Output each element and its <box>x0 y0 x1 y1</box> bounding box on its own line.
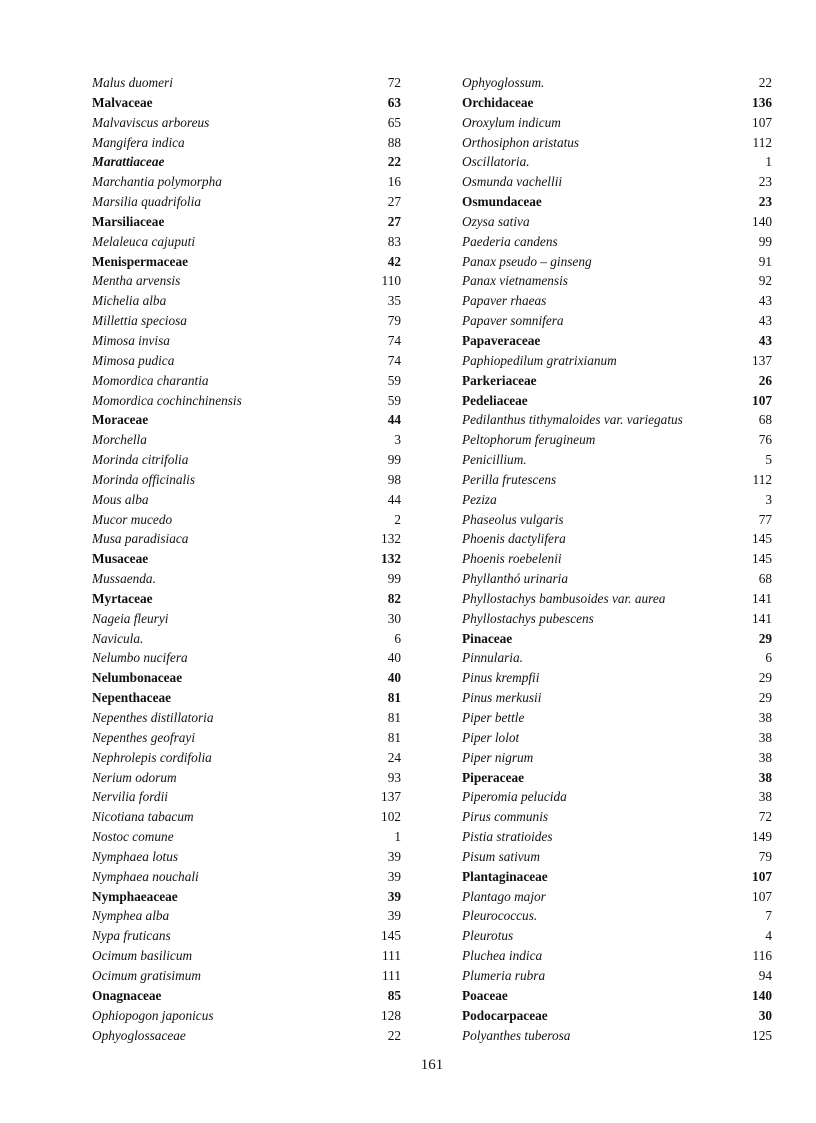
index-entry-species <box>462 748 772 768</box>
entry-page-number: 6 <box>394 630 401 646</box>
entry-name: Mimosa invisa <box>92 332 170 348</box>
index-column-right <box>462 73 772 1045</box>
entry-name: Nerium odorum <box>92 769 177 785</box>
index-entry-species <box>462 410 772 430</box>
entry-page-number: 116 <box>752 948 772 964</box>
entry-page-number: 30 <box>758 1007 772 1023</box>
entry-name: Orchidaceae <box>462 94 534 110</box>
entry-name: Malvaceae <box>92 94 153 110</box>
entry-name: Pinnularia. <box>462 650 523 666</box>
entry-name: Piper nigrum <box>462 749 534 765</box>
entry-page-number: 137 <box>381 789 401 805</box>
index-entry-species <box>92 450 401 470</box>
entry-page-number: 23 <box>758 174 772 190</box>
entry-page-number: 29 <box>758 630 772 646</box>
entry-name: Mous alba <box>92 491 149 507</box>
entry-page-number: 141 <box>752 610 772 626</box>
entry-name: Nymphaea lotus <box>92 848 179 864</box>
entry-name: Osmundaceae <box>462 194 542 210</box>
entry-page-number: 26 <box>758 372 772 388</box>
entry-page-number: 42 <box>387 253 401 269</box>
entry-name: Orthosiphon aristatus <box>462 134 580 150</box>
entry-name: Musa paradisiaca <box>92 531 189 547</box>
entry-page-number: 79 <box>387 313 401 329</box>
index-entry-species <box>462 906 772 926</box>
entry-page-number: 6 <box>765 650 772 666</box>
entry-page-number: 93 <box>387 769 401 785</box>
index-entry-family <box>462 1006 772 1026</box>
entry-page-number: 79 <box>758 848 772 864</box>
index-entry-species <box>462 430 772 450</box>
entry-page-number: 72 <box>387 75 401 90</box>
index-entry-species <box>92 133 401 153</box>
index-entry-family <box>92 549 401 569</box>
index-entry-species <box>462 152 772 172</box>
entry-name: Papaver rhaeas <box>462 293 547 309</box>
index-entry-species <box>462 728 772 748</box>
entry-name: Marsiliaceae <box>92 213 165 229</box>
entry-page-number: 94 <box>758 967 772 983</box>
index-entry-family <box>462 768 772 788</box>
entry-name: Nicotiana tabacum <box>92 809 194 825</box>
index-entry-species <box>462 807 772 827</box>
entry-page-number: 72 <box>758 809 772 825</box>
index-entry-family <box>92 152 401 172</box>
index-entry-species <box>462 787 772 807</box>
entry-name: Piper bettle <box>462 710 525 725</box>
index-entry-species <box>92 768 401 788</box>
entry-page-number: 43 <box>758 332 772 348</box>
index-entry-species <box>462 232 772 252</box>
entry-page-number: 4 <box>765 928 772 944</box>
entry-name: Phyllostachys pubescens <box>462 610 594 626</box>
entry-page-number: 99 <box>758 233 772 249</box>
entry-page-number: 76 <box>758 432 772 448</box>
entry-name: Perilla frutescens <box>462 471 557 487</box>
entry-page-number: 107 <box>752 868 772 884</box>
index-entry-species <box>92 73 401 93</box>
entry-page-number: 136 <box>752 94 772 110</box>
entry-page-number: 145 <box>752 531 772 547</box>
entry-page-number: 38 <box>758 789 772 805</box>
index-entry-species <box>92 966 401 986</box>
entry-name: Pleurococcus. <box>462 908 538 924</box>
entry-name: Nymphea alba <box>92 908 170 924</box>
entry-name: Pistia stratioides <box>462 829 553 845</box>
entry-page-number: 38 <box>758 729 772 745</box>
entry-name: Mussaenda. <box>92 571 156 587</box>
entry-name: Nostoc comune <box>92 829 174 845</box>
entry-name: Onagnaceae <box>92 987 162 1003</box>
entry-page-number: 128 <box>381 1007 401 1023</box>
entry-page-number: 81 <box>387 690 401 706</box>
entry-name: Pinus merkusii <box>462 690 542 706</box>
entry-name: Ophyoglossaceae <box>92 1027 186 1043</box>
entry-name: Malus duomeri <box>92 75 173 90</box>
entry-name: Peltophorum ferugineum <box>462 432 596 448</box>
index-entry-species <box>92 510 401 530</box>
index-entry-species <box>462 351 772 371</box>
index-entry-species <box>462 252 772 272</box>
index-entry-species <box>92 906 401 926</box>
entry-page-number: 74 <box>387 332 401 348</box>
entry-name: Oroxylum indicum <box>462 114 561 130</box>
entry-page-number: 132 <box>381 531 401 547</box>
index-entry-species <box>462 589 772 609</box>
index-entry-species <box>92 569 401 589</box>
index-entry-species <box>462 668 772 688</box>
index-entry-species <box>92 192 401 212</box>
index-entry-species <box>462 549 772 569</box>
index-entry-species <box>92 331 401 351</box>
index-entry-species <box>92 291 401 311</box>
entry-name: Pedilanthus tithymaloides var. variegatus <box>462 412 683 428</box>
entry-page-number: 145 <box>381 928 401 944</box>
entry-name: Panax vietnamensis <box>462 273 568 289</box>
entry-page-number: 39 <box>387 888 401 904</box>
index-entry-species <box>92 371 401 391</box>
entry-name: Paphiopedilum gratrixianum <box>462 352 617 368</box>
entry-page-number: 82 <box>387 590 401 606</box>
entry-name: Mentha arvensis <box>92 273 181 289</box>
index-entry-species <box>462 946 772 966</box>
index-entry-species <box>462 73 772 93</box>
entry-page-number: 59 <box>387 372 401 388</box>
index-entry-family <box>462 986 772 1006</box>
index-entry-species <box>462 291 772 311</box>
entry-page-number: 30 <box>387 610 401 626</box>
entry-page-number: 2 <box>394 511 401 527</box>
index-entry-species <box>462 470 772 490</box>
index-entry-family <box>462 867 772 887</box>
page-number: 161 <box>420 1057 444 1073</box>
entry-page-number: 44 <box>387 491 401 507</box>
entry-name: Podocarpaceae <box>462 1007 548 1023</box>
index-entry-species <box>92 113 401 133</box>
index-entry-family <box>462 331 772 351</box>
index-entry-species <box>462 172 772 192</box>
entry-name: Nelumbonaceae <box>92 670 183 686</box>
index-entry-species <box>92 728 401 748</box>
entry-name: Mimosa pudica <box>92 352 175 368</box>
entry-name: Ophiopogon japonicus <box>92 1007 214 1023</box>
index-entry-species <box>462 510 772 530</box>
entry-page-number: 91 <box>758 253 772 269</box>
entry-name: Ocimum gratisimum <box>92 967 201 983</box>
entry-page-number: 112 <box>752 471 772 487</box>
index-entry-family <box>462 391 772 411</box>
entry-page-number: 99 <box>387 452 401 468</box>
entry-page-number: 23 <box>758 194 772 210</box>
entry-page-number: 68 <box>758 571 772 587</box>
entry-name: Penicillium. <box>462 452 527 468</box>
entry-page-number: 39 <box>387 908 401 924</box>
index-entry-species <box>462 847 772 867</box>
entry-page-number: 140 <box>752 213 772 229</box>
entry-name: Piperomia pelucida <box>462 789 567 805</box>
entry-page-number: 68 <box>758 412 772 428</box>
entry-name: Myrtaceae <box>92 590 153 606</box>
entry-page-number: 111 <box>382 967 401 983</box>
entry-name: Nephrolepis cordifolia <box>92 749 212 765</box>
index-entry-family <box>92 252 401 272</box>
entry-page-number: 140 <box>752 987 772 1003</box>
entry-name: Oscillatoria. <box>462 154 530 170</box>
entry-name: Navicula. <box>92 630 144 646</box>
index-entry-species <box>92 311 401 331</box>
entry-name: Michelia alba <box>92 293 167 309</box>
entry-name: Papaver somnifera <box>462 313 564 329</box>
entry-name: Plantago major <box>462 888 546 904</box>
entry-name: Mucor mucedo <box>92 511 173 527</box>
entry-page-number: 81 <box>387 710 401 725</box>
entry-page-number: 24 <box>387 749 401 765</box>
entry-page-number: 22 <box>387 1027 401 1043</box>
index-entry-family <box>92 93 401 113</box>
entry-name: Pluchea indica <box>462 948 543 964</box>
entry-name: Pinus krempfii <box>462 670 540 686</box>
entry-page-number: 102 <box>381 809 401 825</box>
entry-name: Papaveraceae <box>462 332 541 348</box>
entry-page-number: 65 <box>387 114 401 130</box>
index-entry-species <box>462 1026 772 1046</box>
entry-page-number: 149 <box>752 829 772 845</box>
entry-name: Ozysa sativa <box>462 213 530 229</box>
entry-name: Mangifera indica <box>92 134 185 150</box>
index-entry-species <box>462 648 772 668</box>
entry-name: Nervilia fordii <box>92 789 168 805</box>
index-entry-species <box>462 569 772 589</box>
entry-page-number: 5 <box>765 452 772 468</box>
index-entry-species <box>92 847 401 867</box>
index-entry-family <box>462 192 772 212</box>
entry-name: Pirus communis <box>462 809 549 825</box>
entry-name: Phaseolus vulgaris <box>462 511 564 527</box>
entry-name: Polyanthes tuberosa <box>462 1027 571 1043</box>
entry-name: Morinda citrifolia <box>92 452 189 468</box>
entry-page-number: 81 <box>387 729 401 745</box>
index-entry-species <box>462 271 772 291</box>
index-entry-species <box>92 391 401 411</box>
entry-name: Piperaceae <box>462 769 525 785</box>
entry-name: Phoenis roebelenii <box>462 551 562 567</box>
entry-name: Pinaceae <box>462 630 513 646</box>
index-entry-species <box>462 966 772 986</box>
index-entry-species <box>92 946 401 966</box>
index-entry-species <box>92 1006 401 1026</box>
index-entry-family <box>92 688 401 708</box>
entry-name: Pisum sativum <box>462 848 540 864</box>
index-entry-species <box>92 271 401 291</box>
entry-page-number: 43 <box>758 293 772 309</box>
entry-page-number: 125 <box>752 1027 772 1043</box>
entry-page-number: 141 <box>752 590 772 606</box>
entry-name: Osmunda vachellii <box>462 174 563 190</box>
entry-name: Nepenthes geofrayi <box>92 729 196 745</box>
index-entry-species <box>462 827 772 847</box>
index-entry-species <box>92 827 401 847</box>
entry-page-number: 88 <box>387 134 401 150</box>
index-entry-species <box>92 708 401 728</box>
entry-page-number: 40 <box>387 650 401 666</box>
entry-page-number: 59 <box>387 392 401 408</box>
entry-name: Marattiaceae <box>92 154 165 170</box>
index-entry-species <box>92 351 401 371</box>
index-entry-species <box>92 787 401 807</box>
index-entry-species <box>92 609 401 629</box>
entry-page-number: 107 <box>752 888 772 904</box>
entry-page-number: 29 <box>758 690 772 706</box>
entry-name: Nymphaea nouchali <box>92 868 199 884</box>
index-entry-species <box>462 926 772 946</box>
index-entry-species <box>462 133 772 153</box>
entry-name: Panax pseudo – ginseng <box>462 253 592 269</box>
entry-name: Musaceae <box>92 551 149 567</box>
entry-page-number: 44 <box>387 412 401 428</box>
entry-name: Pleurotus <box>462 928 514 944</box>
entry-page-number: 27 <box>387 213 401 229</box>
index-entry-species <box>462 450 772 470</box>
entry-name: Moraceae <box>92 412 149 428</box>
entry-page-number: 98 <box>387 471 401 487</box>
index-entry-species <box>92 490 401 510</box>
entry-page-number: 43 <box>758 313 772 329</box>
entry-name: Nymphaeaceae <box>92 888 178 904</box>
entry-name: Piper lolot <box>462 729 520 745</box>
index-entry-family <box>462 93 772 113</box>
entry-page-number: 92 <box>758 273 772 289</box>
entry-name: Pedeliaceae <box>462 392 528 408</box>
index-entry-species <box>462 708 772 728</box>
index-entry-species <box>92 1026 401 1046</box>
entry-name: Phyllostachys bambusoides var. aurea <box>462 590 666 606</box>
entry-page-number: 145 <box>752 551 772 567</box>
entry-name: Poaceae <box>462 987 508 1003</box>
index-entry-species <box>462 311 772 331</box>
index-entry-species <box>462 688 772 708</box>
entry-page-number: 132 <box>381 551 401 567</box>
entry-page-number: 83 <box>387 233 401 249</box>
index-entry-species <box>92 926 401 946</box>
entry-page-number: 7 <box>765 908 772 924</box>
entry-page-number: 137 <box>752 352 772 368</box>
entry-name: Phoenis dactylifera <box>462 531 566 547</box>
entry-name: Morchella <box>92 432 147 448</box>
index-entry-species <box>462 490 772 510</box>
index-entry-family <box>92 887 401 907</box>
entry-page-number: 29 <box>758 670 772 686</box>
entry-name: Momordica charantia <box>92 372 209 388</box>
index-entry-species <box>462 887 772 907</box>
index-entry-species <box>92 807 401 827</box>
entry-name: Ophyoglossum. <box>462 75 545 90</box>
entry-page-number: 40 <box>387 670 401 686</box>
entry-name: Nelumbo nucifera <box>92 650 188 666</box>
index-column-left <box>92 73 401 1045</box>
entry-name: Ocimum basilicum <box>92 948 193 964</box>
entry-name: Momordica cochinchinensis <box>92 392 242 408</box>
entry-name: Menispermaceae <box>92 253 188 269</box>
entry-page-number: 107 <box>752 392 772 408</box>
index-entry-family <box>92 668 401 688</box>
entry-page-number: 63 <box>387 94 401 110</box>
index-entry-species <box>92 470 401 490</box>
index-entry-species <box>92 648 401 668</box>
entry-name: Morinda officinalis <box>92 471 196 487</box>
entry-page-number: 1 <box>765 154 772 170</box>
entry-name: Marsilia quadrifolia <box>92 194 201 210</box>
entry-name: Nepenthes distillatoria <box>92 710 214 725</box>
entry-page-number: 1 <box>394 829 401 845</box>
index-entry-species <box>462 113 772 133</box>
entry-page-number: 39 <box>387 848 401 864</box>
entry-name: Malvaviscus arboreus <box>92 114 210 130</box>
index-entry-species <box>462 212 772 232</box>
index-entry-family <box>92 589 401 609</box>
entry-page-number: 35 <box>387 293 401 309</box>
entry-page-number: 111 <box>382 948 401 964</box>
index-entry-species <box>92 430 401 450</box>
entry-name: Phyllanthó urinaria <box>462 571 569 587</box>
index-entry-species <box>92 748 401 768</box>
index-entry-species <box>92 529 401 549</box>
entry-page-number: 85 <box>387 987 401 1003</box>
entry-page-number: 22 <box>387 154 401 170</box>
entry-name: Marchantia polymorpha <box>92 174 222 190</box>
entry-name: Nageia fleuryi <box>92 610 169 626</box>
entry-page-number: 3 <box>765 491 772 507</box>
entry-page-number: 39 <box>387 868 401 884</box>
entry-name: Plantaginaceae <box>462 868 548 884</box>
index-entry-family <box>462 371 772 391</box>
entry-page-number: 3 <box>394 432 401 448</box>
index-entry-species <box>92 232 401 252</box>
index-entry-species <box>462 529 772 549</box>
index-entry-species <box>92 629 401 649</box>
entry-page-number: 38 <box>758 769 772 785</box>
entry-page-number: 110 <box>381 273 401 289</box>
entry-page-number: 27 <box>387 194 401 210</box>
index-entry-species <box>92 172 401 192</box>
index-entry-family <box>462 629 772 649</box>
entry-page-number: 38 <box>758 710 772 725</box>
index-entry-species <box>92 867 401 887</box>
entry-name: Millettia speciosa <box>92 313 187 329</box>
entry-page-number: 22 <box>758 75 772 90</box>
entry-page-number: 77 <box>758 511 772 527</box>
entry-page-number: 112 <box>752 134 772 150</box>
entry-page-number: 74 <box>387 352 401 368</box>
entry-name: Plumeria rubra <box>462 967 546 983</box>
index-entry-family <box>92 986 401 1006</box>
index-entry-species <box>462 609 772 629</box>
entry-page-number: 107 <box>752 114 772 130</box>
entry-name: Parkeriaceae <box>462 372 537 388</box>
entry-page-number: 99 <box>387 571 401 587</box>
entry-name: Nepenthaceae <box>92 690 172 706</box>
entry-name: Paederia candens <box>462 233 558 249</box>
entry-name: Nypa fruticans <box>92 928 171 944</box>
entry-name: Peziza <box>462 491 497 507</box>
index-entry-family <box>92 212 401 232</box>
entry-page-number: 16 <box>387 174 401 190</box>
entry-page-number: 38 <box>758 749 772 765</box>
entry-name: Melaleuca cajuputi <box>92 233 196 249</box>
index-entry-family <box>92 410 401 430</box>
